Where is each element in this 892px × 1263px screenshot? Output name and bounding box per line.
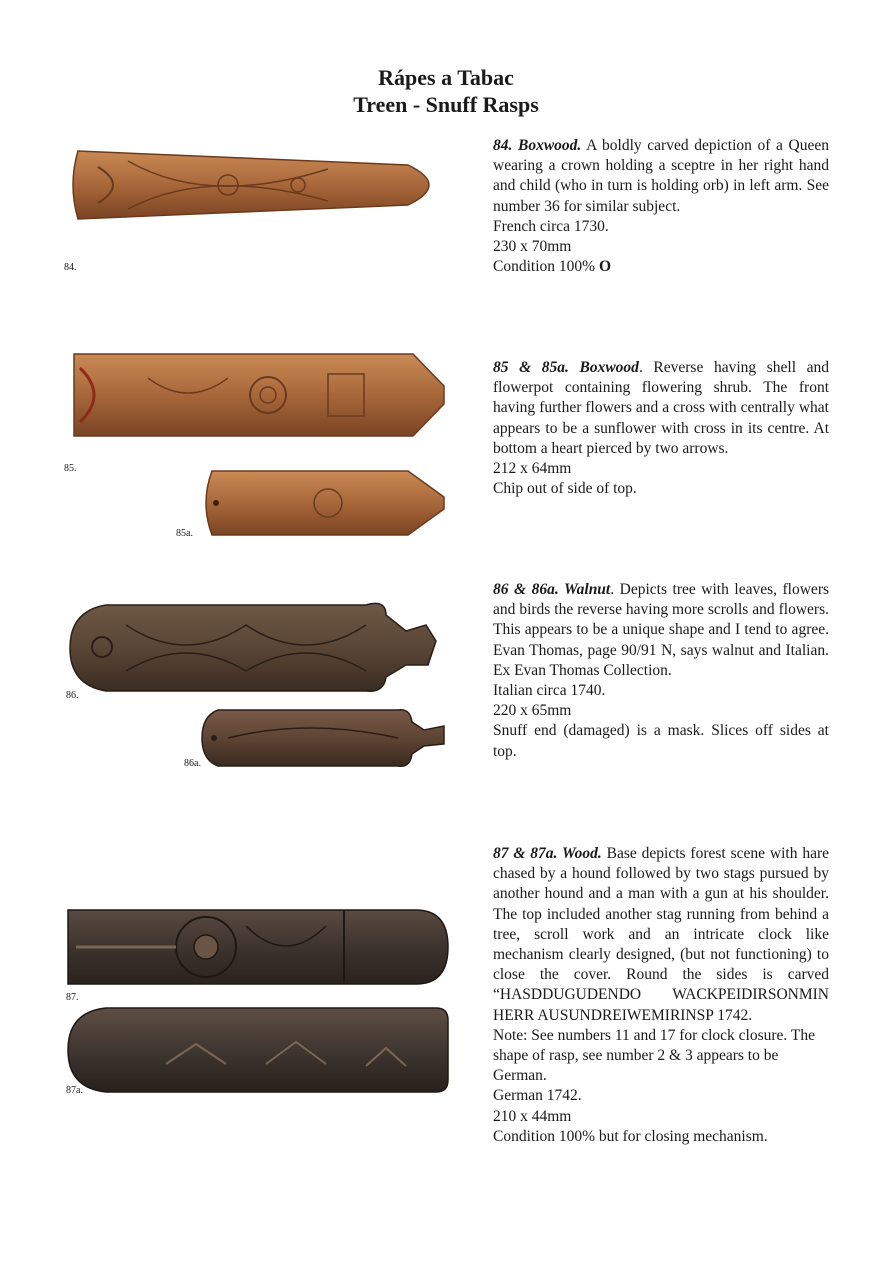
rasp-image-86 bbox=[66, 595, 456, 701]
rasp-image-86a bbox=[198, 704, 450, 772]
page-title-line1: Rápes a Tabac bbox=[378, 65, 514, 90]
item-86-body: 86 & 86a. Walnut. Depicts tree with leaves, flowers and birds the reverse having more scrolls and flowers. This appears to be a unique shape and I tend to agree. Evan Thomas, page 90/91 N, says walnut and Italian. Ex Evan Thomas Collection. bbox=[493, 581, 830, 679]
item-85-body: 85 & 85a. Boxwood. Reverse having shell and flowerpot containing flowering shrub. The front having further flowers and a cross with centrally what appears to be a sunflower with cross in its centre. At bottom a heart pierced by two arrows. bbox=[493, 359, 830, 457]
rasp-image-87 bbox=[66, 906, 450, 988]
item-84-heading: 84. Boxwood. bbox=[493, 137, 582, 154]
item-87-heading: 87 & 87a. Wood. bbox=[493, 845, 602, 862]
image-label-86: 86. bbox=[66, 690, 79, 701]
rasp-image-85 bbox=[68, 348, 450, 442]
rasp-image-84 bbox=[68, 147, 450, 223]
condition-mark: O bbox=[599, 258, 612, 276]
page-title-line2: Treen - Snuff Rasps bbox=[353, 92, 539, 117]
item-87-description: 87 & 87a. Wood. Base depicts forest scene with hare chased by a hound followed by two stags pursued by another hound and a man with a gun at his shoulder. The top included another stag running from behind a tree, scroll work and an intricate clock like mechanism clearly designed, (but not functioning) to close the cover. Round the sides is carved “HASDDUGUDENDO WACKPEIDIRSONMIN HERR AUSUNDREIWEMIRINSP 1742. Note: See numbers 11 and 17 for clock closure. The shape of rasp, see number 2 & 3 appears to be German. German 1742. 210 x 44mm Condition 100% but for closing mechanism. bbox=[493, 845, 829, 1145]
rasp-image-85a bbox=[198, 467, 448, 539]
item-84-description: 84. Boxwood. A boldly carved depiction of a Queen wearing a crown holding a sceptre in her right hand and child (who in turn is holding orb) in left arm. See number 36 for similar subject. French circa 1730. 230 x 70mm Condition 100% O bbox=[493, 136, 829, 277]
item-84-condition: Condition 100% O bbox=[493, 258, 612, 276]
item-87-body: 87 & 87a. Wood. Base depicts forest scene with hare chased by a hound followed by two stags pursued by another hound and a man with a gun at his shoulder. The top included another stag running from behind a tree, scroll work and an intricate clock like mechanism clearly designed, (but not functioning) to close the cover. Round the sides is carved “HASDDUGUDENDO WACKPEIDIRSONMIN HERR AUSUNDREIWEMIRINSP 1742. bbox=[493, 845, 829, 1024]
item-86-heading: 86 & 86a. Walnut bbox=[493, 581, 611, 598]
image-label-86a: 86a. bbox=[184, 758, 201, 769]
item-86-description: 86 & 86a. Walnut. Depicts tree with leaves, flowers and birds the reverse having more scrolls and flowers. This appears to be a unique shape and I tend to agree. Evan Thomas, page 90/91 N, says walnut and Italian. Ex Evan Thomas Collection. Italian circa 1740. 220 x 65mm Snuff end (damaged) is a mask. Slices off sides at top. bbox=[493, 581, 830, 760]
rasp-image-87a bbox=[66, 1004, 450, 1096]
page-title bbox=[0, 64, 892, 118]
image-label-87a: 87a. bbox=[66, 1085, 83, 1096]
image-label-84: 84. bbox=[64, 262, 77, 273]
item-85-description: 85 & 85a. Boxwood. Reverse having shell and flowerpot containing flowering shrub. The front having further flowers and a cross with centrally what appears to be a sunflower with cross in its centre. At bottom a heart pierced by two arrows. 212 x 64mm Chip out of side of top. bbox=[493, 359, 830, 498]
image-label-87: 87. bbox=[66, 992, 79, 1003]
item-85-heading: 85 & 85a. Boxwood bbox=[493, 359, 639, 376]
item-84-body: 84. Boxwood. A boldly carved depiction of a Queen wearing a crown holding a sceptre in her right hand and child (who in turn is holding orb) in left arm. See number 36 for similar subject. bbox=[493, 137, 829, 215]
image-label-85a: 85a. bbox=[176, 528, 193, 539]
image-label-85: 85. bbox=[64, 463, 77, 474]
